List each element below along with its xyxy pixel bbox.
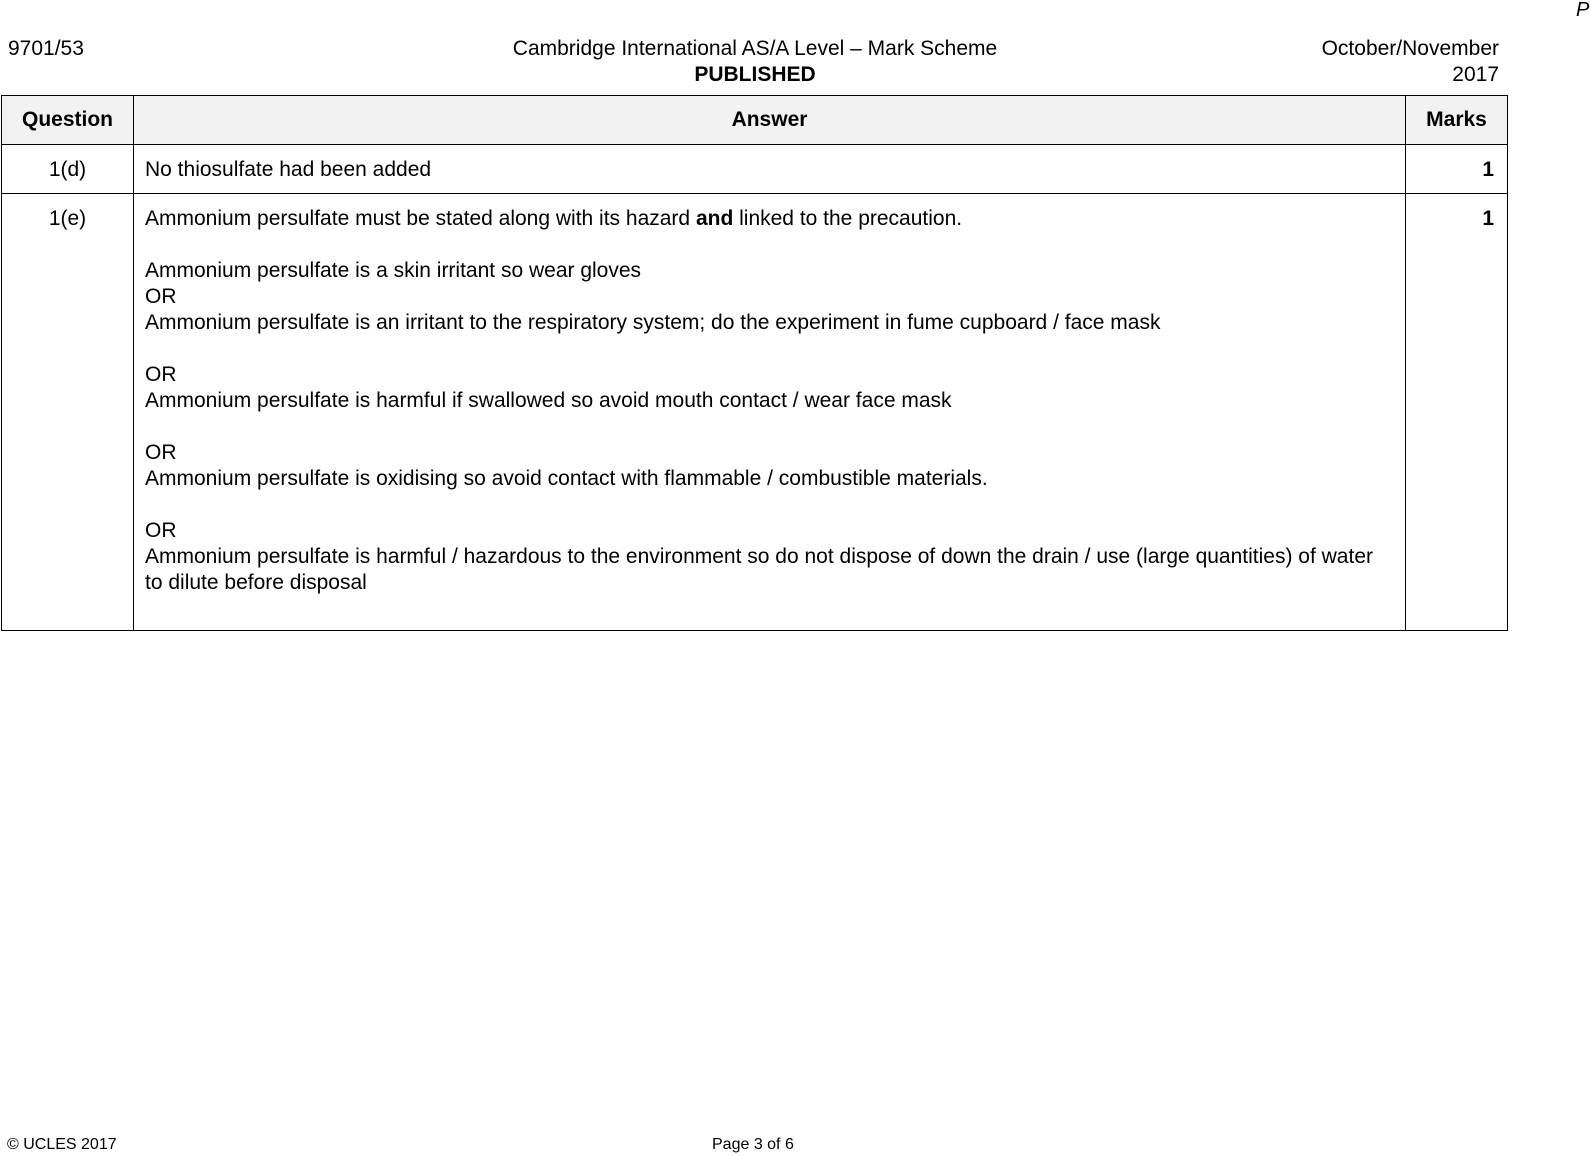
- document-header: [430, 36, 1080, 88]
- corner-mark: P: [1576, 0, 1590, 21]
- answer-intro: [145, 206, 1395, 232]
- question-column-header: Question: [2, 96, 134, 145]
- marks-cell: 1: [1406, 145, 1508, 194]
- marks-cell: 1: [1406, 194, 1508, 631]
- table-row: [2, 145, 1508, 194]
- table-header-row: [2, 96, 1508, 145]
- answer-option: Ammonium persulfate is harmful if swallowed so avoid mouth contact / wear face mask: [145, 389, 952, 412]
- or-separator: OR: [145, 519, 177, 542]
- question-cell: 1(e): [2, 194, 134, 631]
- session-year: 2017: [1452, 63, 1499, 86]
- answer-cell: [134, 194, 1406, 631]
- answer-option: Ammonium persulfate is a skin irritant so wear gloves: [145, 259, 642, 282]
- intro-emphasis: and: [695, 207, 734, 230]
- published-status: PUBLISHED: [694, 63, 816, 86]
- or-separator: OR: [145, 285, 177, 308]
- question-cell: 1(d): [2, 145, 134, 194]
- or-separator: OR: [145, 441, 177, 464]
- exam-session: [1322, 36, 1499, 88]
- marks-column-header: Marks: [1406, 96, 1508, 145]
- intro-text: Ammonium persulfate must be stated along with its hazard: [145, 207, 696, 230]
- answer-option: Ammonium persulfate is oxidising so avoid contact with flammable / combustible materials.: [145, 467, 988, 490]
- table-row: [2, 194, 1508, 631]
- answer-cell: No thiosulfate had been added: [134, 145, 1406, 194]
- session-month: October/November: [1321, 37, 1499, 60]
- answer-option: Ammonium persulfate is harmful / hazardous to the environment so do not dispose of down the drain / use (large quantities) of water to dilute before disposal: [145, 545, 1373, 594]
- answer-option: Ammonium persulfate is an irritant to the respiratory system; do the experiment in fume cupboard / face mask: [145, 311, 1161, 334]
- intro-text-end: linked to the precaution.: [733, 207, 963, 230]
- page-number: Page 3 of 6: [712, 1136, 794, 1153]
- document-title: Cambridge International AS/A Level – Mark Scheme: [512, 37, 998, 60]
- or-separator: OR: [145, 363, 177, 386]
- syllabus-code: 9701/53: [8, 37, 84, 60]
- copyright-notice: © UCLES 2017: [7, 1136, 117, 1153]
- answer-column-header: Answer: [134, 96, 1406, 145]
- mark-scheme-table: [1, 95, 1508, 631]
